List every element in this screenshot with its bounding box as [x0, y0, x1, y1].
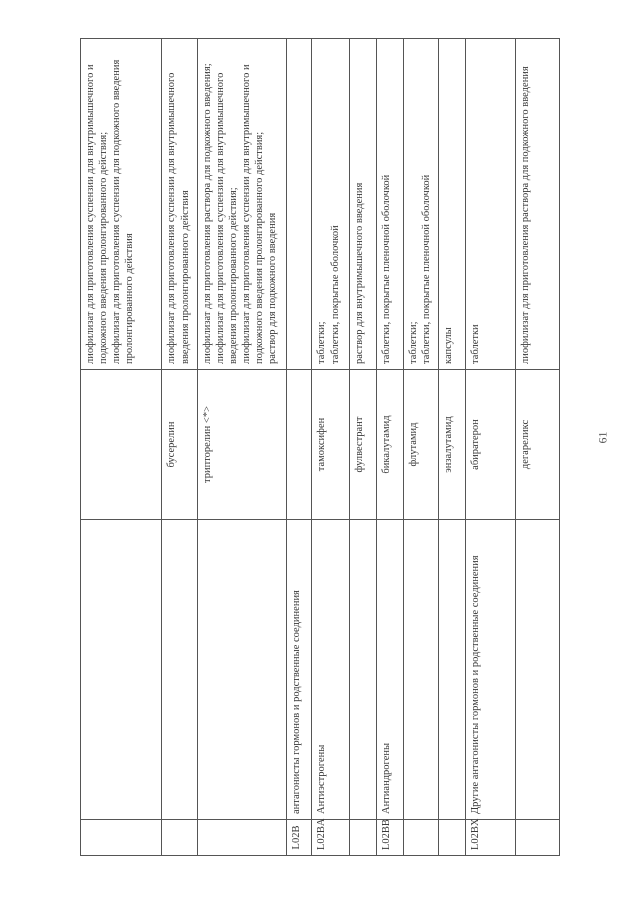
atc-code-cell: L02B [287, 820, 312, 856]
table-row [466, 39, 516, 856]
table-row [81, 39, 162, 856]
dosage-form-text: раствор для внутримышечного введения [353, 182, 365, 364]
document-page [80, 38, 560, 856]
dosage-forms-cell [197, 39, 286, 370]
table-row [438, 39, 465, 856]
dosage-forms-cell [377, 39, 404, 370]
table-row [287, 39, 312, 856]
dosage-form-text: лиофилизат для приготовления суспензии для внутримышечного введения пролонгированного действия [166, 72, 191, 364]
dosage-form-text: таблетки, покрытые оболочкой [329, 225, 341, 364]
group-name-cell [81, 520, 162, 820]
group-name-cell [516, 520, 560, 820]
dosage-form-text: таблетки; [316, 321, 328, 364]
drug-name-cell: флутамид [404, 370, 439, 520]
dosage-form-text: лиофилизат для приготовления суспензии для внутримышечного и подкожного введения пролонгированного действия; [85, 64, 110, 364]
dosage-form-text: таблетки [470, 324, 481, 364]
atc-code-cell: L02BA [312, 820, 350, 856]
atc-code-cell [349, 820, 376, 856]
drug-name-cell: тамоксифен [312, 370, 350, 520]
dosage-forms-cell [81, 39, 162, 370]
atc-code-cell [81, 820, 162, 856]
dosage-forms-cell [312, 39, 350, 370]
drug-name-cell: дегареликс [516, 370, 560, 520]
dosage-forms-cell [438, 39, 465, 370]
group-name-cell [197, 520, 286, 820]
table-row [312, 39, 350, 856]
table-row [349, 39, 376, 856]
dosage-forms-cell [162, 39, 197, 370]
drug-name-cell [287, 370, 312, 520]
atc-code-cell: L02BB [377, 820, 404, 856]
dosage-forms-cell [404, 39, 439, 370]
atc-code-cell: L02BX [466, 820, 516, 856]
atc-code-cell [197, 820, 286, 856]
group-name-cell: Антиандрогены [377, 520, 404, 820]
dosage-form-text: лиофилизат для приготовления суспензии для подкожного введения пролонгированного действия [111, 59, 136, 364]
drug-name-cell: бусерелин [162, 370, 197, 520]
group-name-cell [349, 520, 376, 820]
dosage-form-text: таблетки, покрытые пленочной оболочкой [421, 174, 433, 364]
rotated-table-container [80, 38, 560, 856]
drug-name-cell: трипторелин <*> [197, 370, 286, 520]
dosage-form-text: лиофилизат для приготовления суспензии для внутримышечного введения пролонгированного действия; [214, 72, 240, 364]
dosage-form-text: таблетки, покрытые пленочной оболочкой [381, 174, 393, 364]
dosage-forms-cell [516, 39, 560, 370]
drug-name-cell: энзалутамид [438, 370, 465, 520]
dosage-forms-cell [287, 39, 312, 370]
group-name-cell: Антиэстрогены [312, 520, 350, 820]
table-row [162, 39, 197, 856]
drug-name-cell: абиратерон [466, 370, 516, 520]
drug-name-cell [81, 370, 162, 520]
dosage-forms-cell [349, 39, 376, 370]
drug-name-cell: бикалутамид [377, 370, 404, 520]
dosage-form-text: лиофилизат для приготовления раствора для подкожного введения; [201, 63, 213, 364]
dosage-form-text: лиофилизат для приготовления суспензии для внутримышечного и подкожного введения пролонгированного действия; [241, 64, 266, 364]
table-row [377, 39, 404, 856]
group-name-cell: антагонисты гормонов и родственные соединения [287, 520, 312, 820]
dosage-form-text: раствор для подкожного введения [267, 212, 279, 364]
dosage-form-text: таблетки; [408, 321, 420, 364]
group-name-cell [162, 520, 197, 820]
group-name-cell: Другие антагонисты гормонов и родственные соединения [466, 520, 516, 820]
table-row [516, 39, 560, 856]
atc-code-cell [162, 820, 197, 856]
table-row [197, 39, 286, 856]
page-number: 61 [595, 431, 610, 444]
atc-code-cell [438, 820, 465, 856]
group-name-cell [404, 520, 439, 820]
dosage-forms-cell [466, 39, 516, 370]
table-row [404, 39, 439, 856]
drug-table [80, 38, 560, 856]
dosage-form-text: капсулы [442, 327, 454, 364]
dosage-form-text: лиофилизат для приготовления раствора для подкожного введения [520, 66, 532, 364]
group-name-cell [438, 520, 465, 820]
atc-code-cell [516, 820, 560, 856]
drug-name-cell: фулвестрант [349, 370, 376, 520]
atc-code-cell [404, 820, 439, 856]
